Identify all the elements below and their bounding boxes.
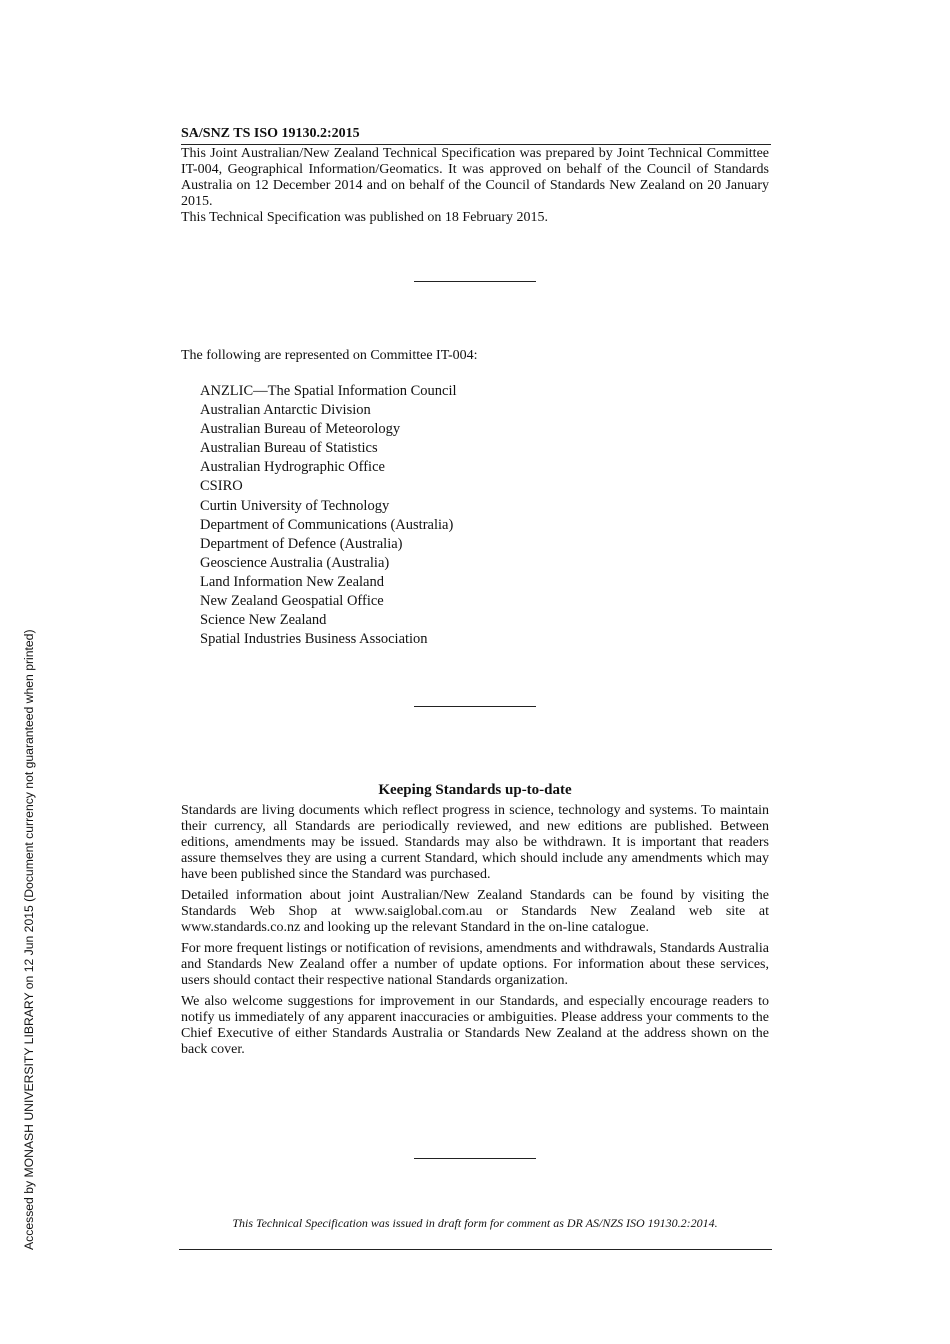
- publication-date-paragraph: This Technical Specification was published on 18 February 2015.: [181, 210, 548, 225]
- footer-rule: [179, 1249, 772, 1250]
- body-paragraph: Standards are living documents which reflect progress in science, technology and systems. To maintain their currency, all Standards are periodically reviewed, and new editions are published. Between editions, amendments may be issued. Standards may also be withdrawn. It is important that readers assure themselves they are using a current Standard, which should include any amendments which may have been published since the Standard was purchased.: [181, 803, 769, 882]
- list-item: ANZLIC—The Spatial Information Council: [200, 383, 457, 399]
- keeping-up-to-date-body: [181, 803, 769, 1063]
- committee-intro: The following are represented on Committee IT-004:: [181, 348, 478, 363]
- intro-paragraph: This Joint Australian/New Zealand Technical Specification was prepared by Joint Technical Committee IT-004, Geographical Information/Geomatics. It was approved on behalf of the Council of Standards Australia on 12 December 2014 and on behalf of the Council of Standards New Zealand on 20 January 2015.: [181, 146, 769, 209]
- list-item: Department of Communications (Australia): [200, 516, 454, 533]
- section-divider: [414, 1158, 536, 1159]
- list-item: Australian Bureau of Statistics: [200, 440, 378, 457]
- document-designation: SA/SNZ TS ISO 19130.2:2015: [181, 126, 360, 141]
- committee-member-list: [200, 382, 457, 649]
- section-divider: [414, 706, 536, 707]
- list-item: Australian Antarctic Division: [200, 402, 371, 419]
- body-paragraph: We also welcome suggestions for improvement in our Standards, and especially encourage readers to notify us immediately of any apparent inaccuracies or ambiguities. Please address your comments to the Chief Executive of either Standards Australia or Standards New Zealand at the address shown on the back cover.: [181, 994, 769, 1057]
- list-item: Science New Zealand: [200, 612, 327, 629]
- body-paragraph: Detailed information about joint Australian/New Zealand Standards can be found by visiting the Standards Web Shop at www.saiglobal.com.au or Standards New Zealand web site at www.standards.co.nz and looking up the relevant Standard in the on-line catalogue.: [181, 888, 769, 935]
- list-item: Spatial Industries Business Association: [200, 631, 428, 648]
- body-paragraph: For more frequent listings or notification of revisions, amendments and withdrawals, Standards Australia and Standards New Zealand offer a number of update options. For information about these services, users should contact their respective national Standards organization.: [181, 941, 769, 988]
- list-item: Land Information New Zealand: [200, 573, 384, 590]
- section-heading: Keeping Standards up-to-date: [378, 782, 572, 798]
- list-item: Australian Bureau of Meteorology: [200, 421, 401, 438]
- list-item: New Zealand Geospatial Office: [200, 593, 384, 610]
- list-item: Australian Hydrographic Office: [200, 459, 385, 476]
- designation-rule: [181, 144, 771, 145]
- access-stamp: Accessed by MONASH UNIVERSITY LIBRARY on 12 Jun 2015 (Document currency not guaranteed when printed): [22, 629, 36, 1250]
- intro-block: [181, 146, 769, 226]
- list-item: Geoscience Australia (Australia): [200, 554, 390, 571]
- list-item: Department of Defence (Australia): [200, 535, 403, 552]
- section-divider: [414, 281, 536, 282]
- list-item: CSIRO: [200, 478, 243, 495]
- list-item: Curtin University of Technology: [200, 497, 390, 514]
- draft-note: This Technical Specification was issued in draft form for comment as DR AS/NZS ISO 19130.2:2014.: [232, 1216, 718, 1230]
